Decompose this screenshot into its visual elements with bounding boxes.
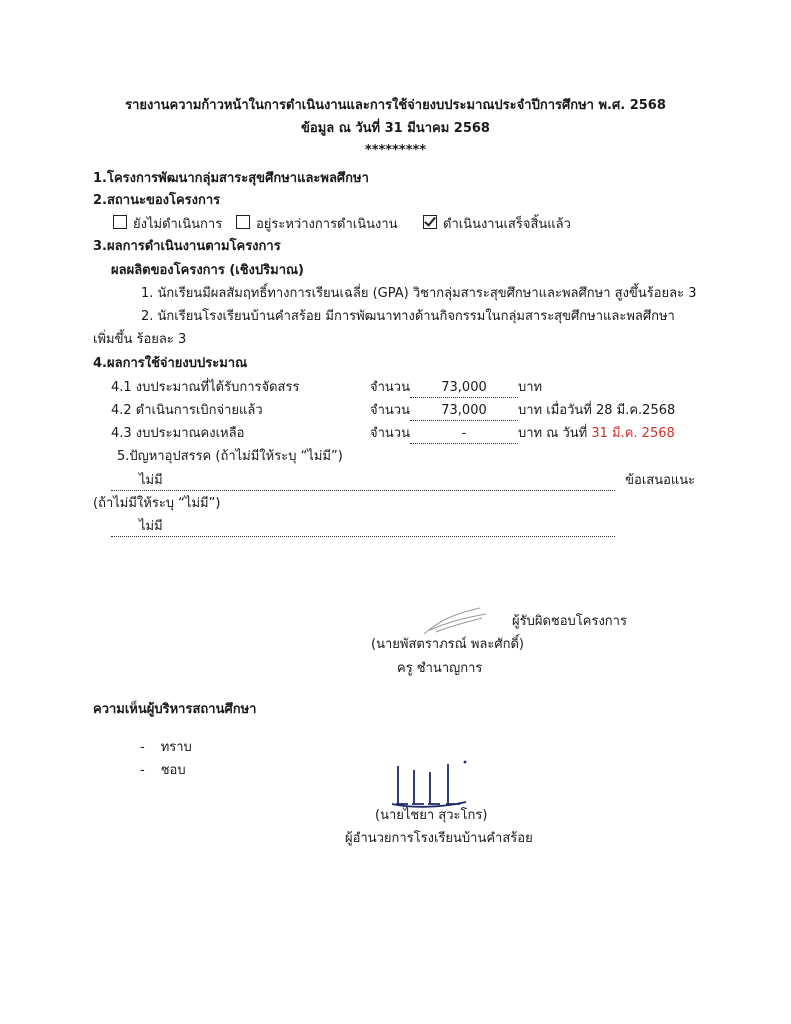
amount-value: 73,000 bbox=[410, 402, 518, 421]
signature-director bbox=[390, 760, 472, 810]
amount-prefix: จำนวน bbox=[370, 426, 410, 441]
budget-disbursed-label: 4.2 ดำเนินการเบิกจ่ายแล้ว bbox=[111, 403, 263, 418]
budget-remaining-row bbox=[370, 425, 675, 444]
report-subtitle: ข้อมูล ณ วันที่ 31 มีนาคม 2568 bbox=[301, 121, 490, 136]
section5-heading: 5.ปัญหาอุปสรรค (ถ้าไม่มีให้ระบุ “ไม่มี”) bbox=[117, 449, 343, 464]
signer1-position: ครู ชำนาญการ bbox=[397, 661, 483, 676]
output-item-1: 1. นักเรียนมีผลสัมฤทธิ์ทางการเรียนเฉลี่ย (GPA) วิชากลุ่มสาระสุขศึกษาและพลศึกษา สูงขึ้นร้อยละ 3 bbox=[141, 286, 697, 301]
section3-heading: 3.ผลการดำเนินงานตามโครงการ bbox=[93, 239, 281, 254]
suggestion-label: ข้อเสนอแนะ bbox=[625, 473, 696, 488]
budget-allocated-row bbox=[370, 379, 542, 398]
status-option-completed[interactable] bbox=[423, 215, 571, 234]
amount-suffix: บาท เมื่อวันที่ 28 มี.ค.2568 bbox=[518, 403, 676, 418]
status-option-not-started[interactable] bbox=[113, 215, 222, 234]
amount-value: - bbox=[410, 425, 518, 444]
status-label: ดำเนินงานเสร็จสิ้นแล้ว bbox=[443, 217, 571, 232]
budget-remaining-label: 4.3 งบประมาณคงเหลือ bbox=[111, 426, 245, 441]
suggestion-row bbox=[111, 518, 615, 537]
bullet-dash: - bbox=[140, 740, 145, 755]
suggestion-hint: (ถ้าไม่มีให้ระบุ “ไม่มี”) bbox=[93, 496, 221, 511]
budget-disbursed-row bbox=[370, 402, 675, 421]
signature-project-owner bbox=[420, 600, 490, 640]
output-item-2-cont: เพิ่มขึ้น ร้อยละ 3 bbox=[93, 332, 187, 347]
signer2-position: ผู้อำนวยการโรงเรียนบ้านคำสร้อย bbox=[345, 831, 533, 846]
status-label: ยังไม่ดำเนินการ bbox=[133, 217, 223, 232]
opinion-heading: ความเห็นผู้บริหารสถานศึกษา bbox=[93, 702, 257, 717]
amount-prefix: จำนวน bbox=[370, 403, 410, 418]
signer2-name: (นายไชยา สุวะโกร) bbox=[375, 808, 488, 823]
stars-divider: ********* bbox=[364, 143, 427, 158]
section4-heading: 4.ผลการใช้จ่ายงบประมาณ bbox=[93, 356, 248, 371]
amount-value: 73,000 bbox=[410, 379, 518, 398]
section1-heading: 1.โครงการพัฒนากลุ่มสาระสุขศึกษาและพลศึกษา bbox=[93, 171, 369, 186]
remaining-date: 31 มี.ค. 2568 bbox=[591, 426, 675, 441]
section2-heading: 2.สถานะของโครงการ bbox=[93, 193, 221, 208]
signer1-name: (นายพัสตราภรณ์ พละศักดิ์) bbox=[371, 637, 525, 652]
problems-row bbox=[111, 472, 695, 491]
section3-subheading: ผลผลิตของโครงการ (เชิงปริมาณ) bbox=[111, 263, 305, 278]
opinion-option: - ชอบ bbox=[140, 763, 186, 778]
opinion-option: - ทราบ bbox=[140, 740, 192, 755]
status-option-in-progress[interactable] bbox=[236, 215, 398, 234]
checked-checkbox-icon[interactable] bbox=[423, 215, 437, 229]
budget-allocated-label: 4.1 งบประมาณที่ได้รับการจัดสรร bbox=[111, 380, 300, 395]
output-item-2: 2. นักเรียนโรงเรียนบ้านคำสร้อย มีการพัฒนาทางด้านกิจกรรมในกลุ่มสาระสุขศึกษาและพลศึกษา bbox=[141, 309, 675, 324]
report-title: รายงานความก้าวหน้าในการดำเนินงานและการใช้จ่ายงบประมาณประจำปีการศึกษา พ.ศ. 2568 bbox=[125, 98, 666, 113]
amount-suffix: บาท bbox=[518, 380, 543, 395]
problems-answer: ไม่มี bbox=[111, 472, 615, 491]
signer1-role: ผู้รับผิดชอบโครงการ bbox=[512, 614, 627, 629]
checkbox-icon[interactable] bbox=[113, 215, 127, 229]
amount-suffix: บาท ณ วันที่ bbox=[518, 426, 588, 441]
checkbox-icon[interactable] bbox=[236, 215, 250, 229]
status-label: อยู่ระหว่างการดำเนินงาน bbox=[256, 217, 398, 232]
amount-prefix: จำนวน bbox=[370, 380, 410, 395]
bullet-dash: - bbox=[140, 763, 145, 778]
suggestion-answer: ไม่มี bbox=[111, 518, 615, 537]
